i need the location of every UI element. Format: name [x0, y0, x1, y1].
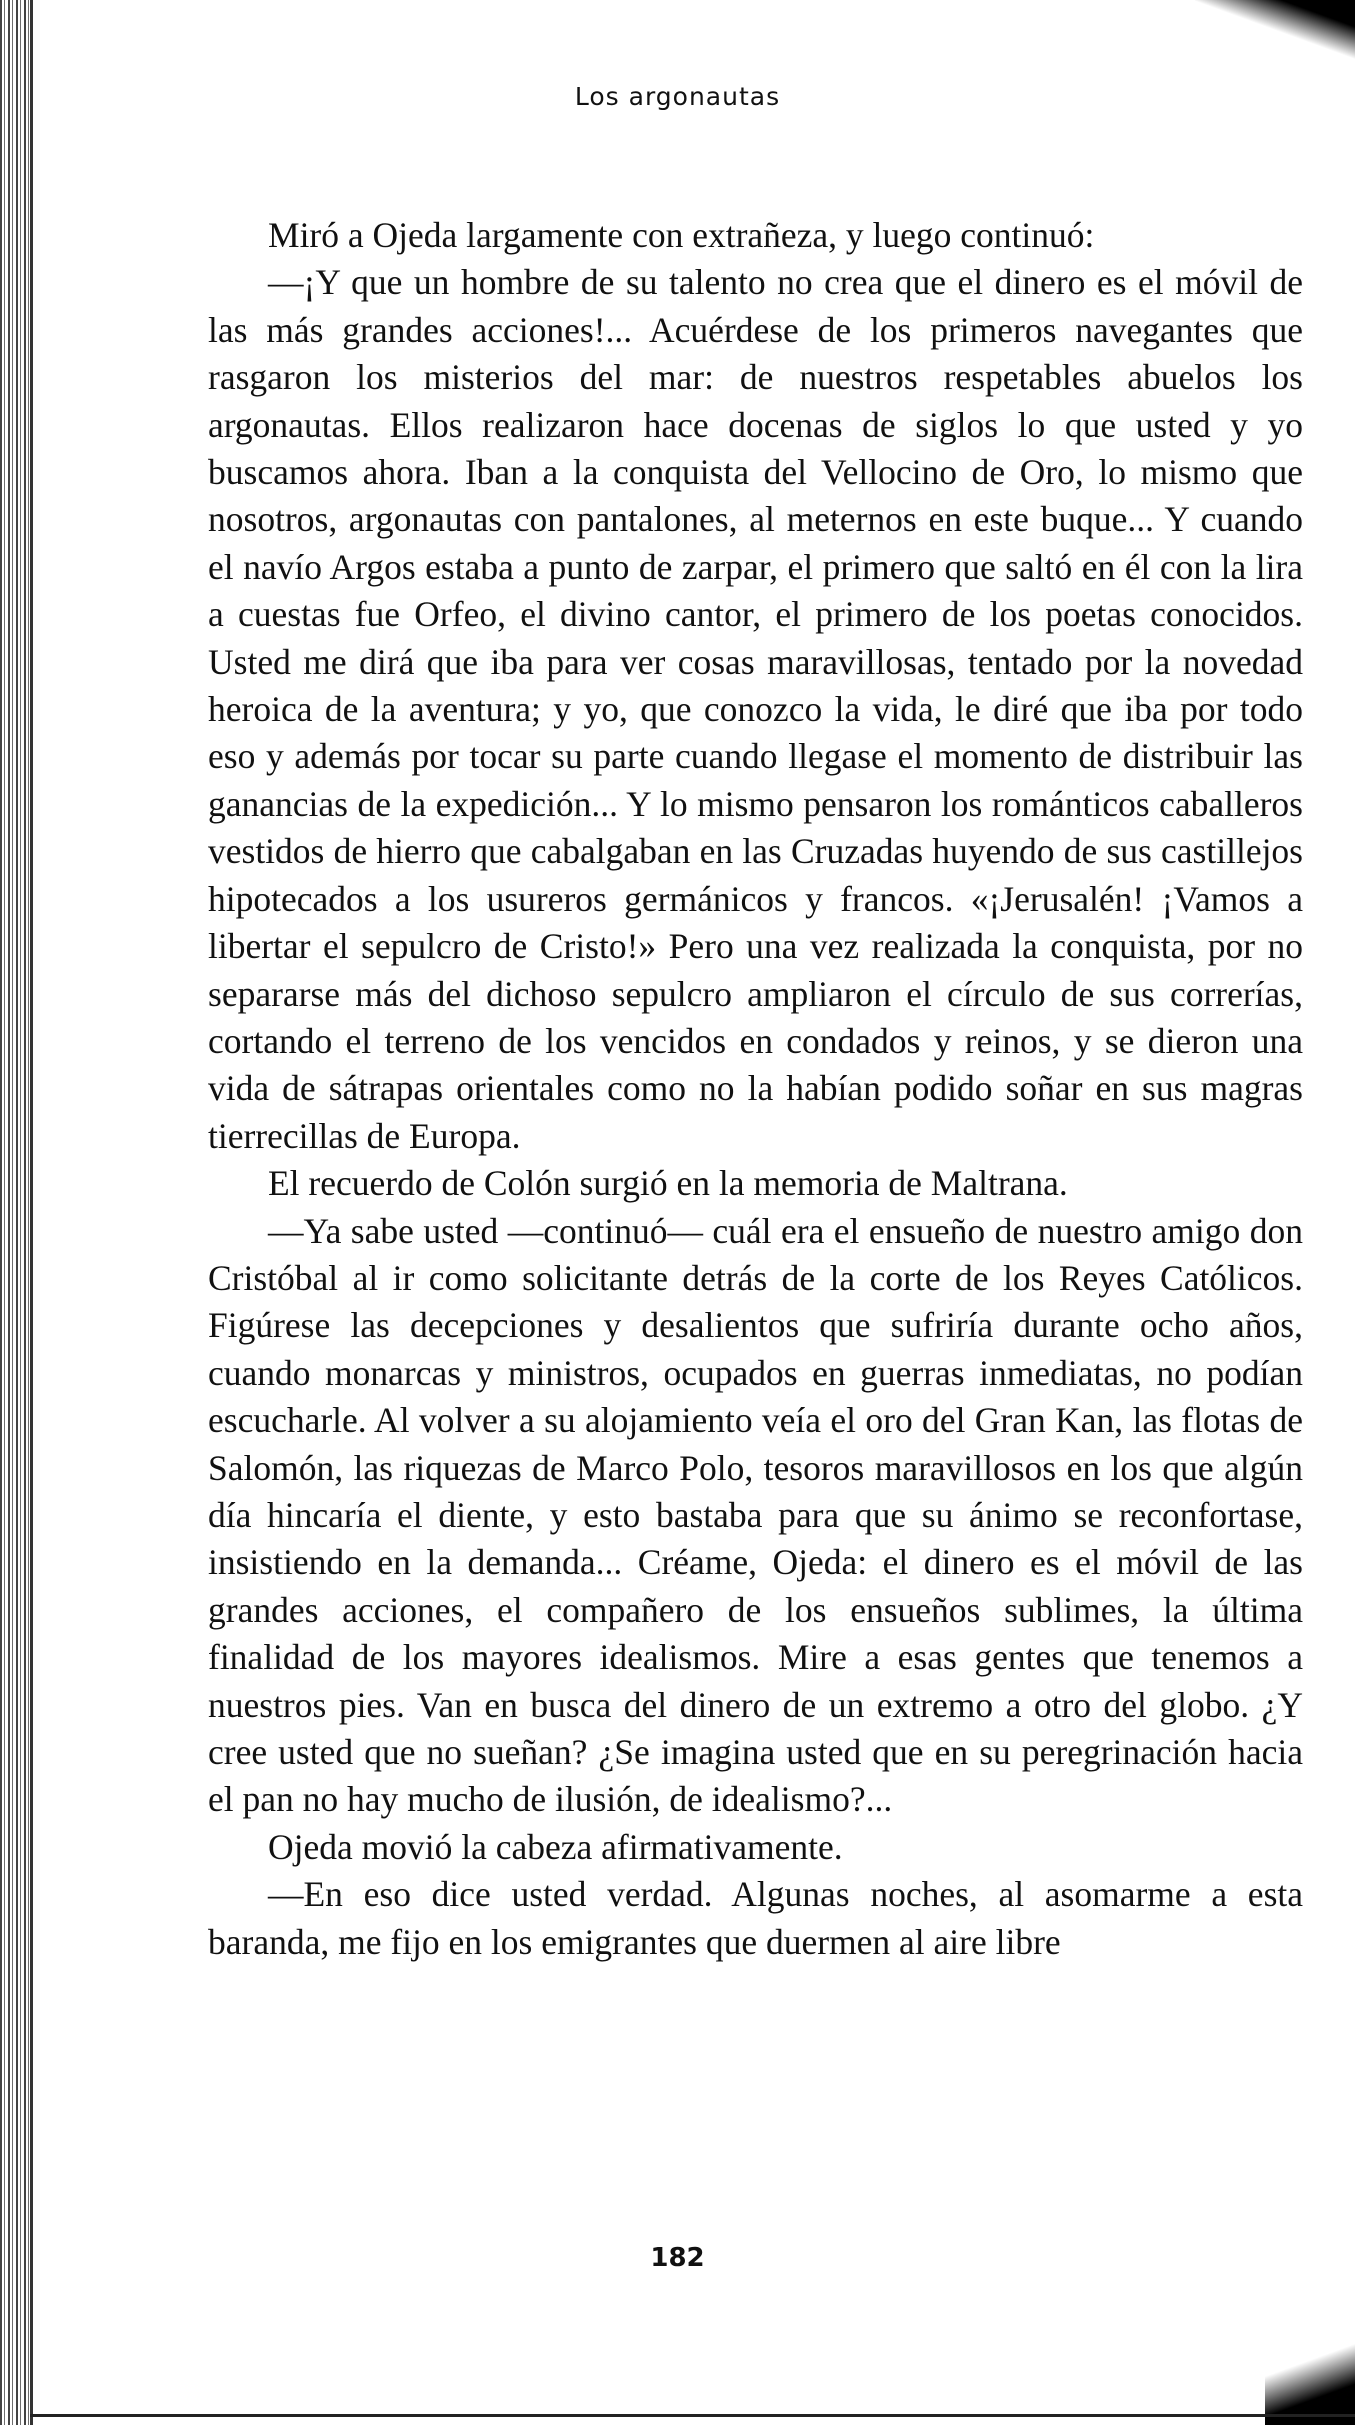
page-number: 182: [650, 2243, 705, 2273]
running-title: Los argonautas: [574, 82, 781, 111]
body-text: [208, 212, 1303, 1966]
paragraph: —Ya sabe usted —continuó— cuál era el ensueño de nuestro amigo don Cristóbal al ir como solicitante detrás de la corte de los Reyes Católicos. Figúrese las decepciones y desalientos que sufriría durante ocho años, cuando monarcas y ministros, ocupados en guerras inmediatas, no podían escucharle. Al volver a su alojamiento veía el oro del Gran Kan, las flotas de Salomón, las riquezas de Marco Polo, tesoros maravillosos en los que algún día hincaría el diente, y esto bastaba para que su ánimo se reconfortase, insistiendo en la demanda... Créame, Ojeda: el dinero es el móvil de las grandes acciones, el compañero de los ensueños sublimes, la última finalidad de los mayores idealismos. Mire a esas gentes que tenemos a nuestros pies. Van en busca del dinero de un extremo a otro del globo. ¿Y cree usted que no sueñan? ¿Se imagina usted que en su peregrinación hacia el pan no hay mucho de ilusión, de idealismo?...: [208, 1210, 1303, 1820]
paragraph: El recuerdo de Colón surgió en la memoria de Maltrana.: [268, 1163, 1068, 1204]
page-curl-shadow-top: [1195, 0, 1355, 90]
page-bottom-edge: [30, 2414, 1355, 2417]
page-curl-shadow-bottom: [1265, 2295, 1355, 2425]
paragraph: Miró a Ojeda largamente con extrañeza, y luego continuó:: [268, 215, 1095, 255]
paragraph: —En eso dice usted verdad. Algunas noches, al asomarme a esta baranda, me fijo en los emigrantes que duermen al aire libre: [208, 1874, 1303, 1962]
paragraph: —¡Y que un hombre de su talento no crea que el dinero es el móvil de las más grandes acciones!... Acuérdese de los primeros navegantes que rasgaron los misterios del mar: de nuestros respetables abuelos los argonautas. Ellos realizaron hace docenas de siglos lo que usted y yo buscamos ahora. Iban a la conquista del Vellocino de Oro, lo mismo que nosotros, argonautas con pantalones, al meternos en este buque... Y cuando el navío Argos estaba a punto de zarpar, el primero que saltó en él con la lira a cuestas fue Orfeo, el divino cantor, el primero de los poetas conocidos. Usted me dirá que iba para ver cosas maravillosas, tentado por la novedad heroica de la aventura; y yo, que conozco la vida, le diré que iba por todo eso y además por tocar su parte cuando llegase el momento de distribuir las ganancias de la expedición... Y lo mismo pensaron los románticos caballeros vestidos de hierro que cabalgaban en las Cruzadas huyendo de sus castillejos hipotecados a los usureros germánicos y francos. «¡Jerusalén! ¡Vamos a libertar el sepulcro de Cristo!» Pero una vez realizada la conquista, por no separarse más del dichoso sepulcro ampliaron el círculo de sus correrías, cortando el terreno de los vencidos en condados y reinos, y se dieron una vida de sátrapas orientales como no la habían podido soñar en sus magras tierrecillas de Europa.: [208, 262, 1303, 1156]
scan-binding-edge: [0, 0, 30, 2425]
paragraph: Ojeda movió la cabeza afirmativamente.: [268, 1826, 843, 1867]
binding-divider: [30, 0, 33, 2425]
